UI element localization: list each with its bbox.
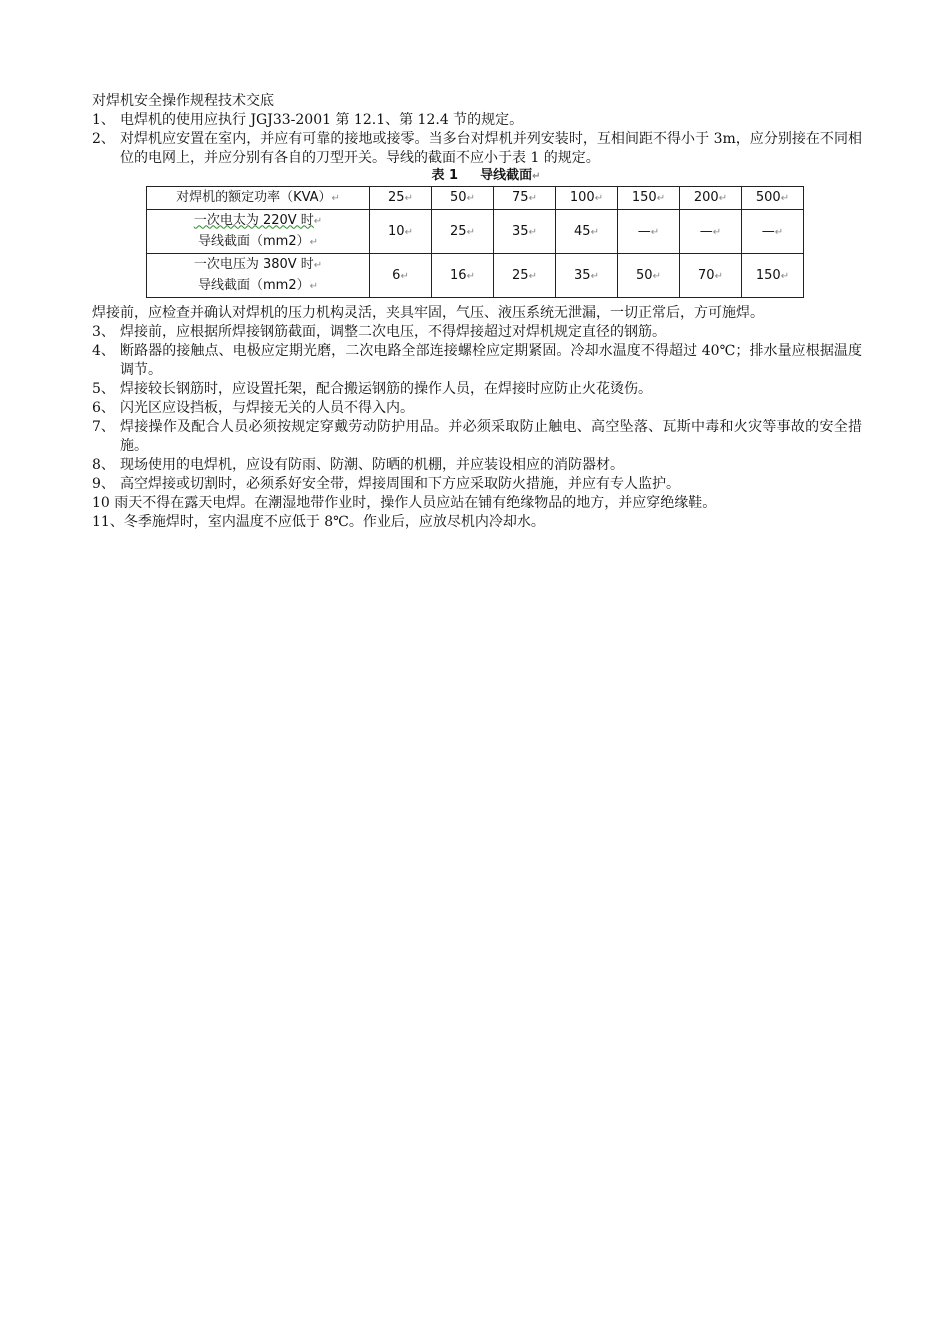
- cell-mark-icon: ↵: [712, 226, 722, 238]
- table-cell: 150↵: [742, 254, 804, 298]
- list-item: [92, 475, 862, 494]
- item-text: 焊接操作及配合人员必须按规定穿戴劳动防护用品。并必须采取防止触电、高空坠落、瓦斯中毒和火灾等事故的安全措施。: [120, 419, 862, 454]
- item-number: 3、: [92, 324, 115, 340]
- item-number: 8、: [92, 457, 115, 473]
- table-cell: 500↵: [742, 187, 804, 210]
- item-text: 闪光区应设挡板，与焊接无关的人员不得入内。: [120, 400, 414, 416]
- table-cell: 70↵: [680, 254, 742, 298]
- cell-mark-icon: ↵: [466, 226, 475, 238]
- cell-mark-icon: ↵: [404, 226, 413, 238]
- item-text: 现场使用的电焊机，应设有防雨、防潮、防晒的机棚，并应装设相应的消防器材。: [120, 457, 624, 473]
- table-row-label: [147, 210, 370, 254]
- table-cell: 150↵: [618, 187, 680, 210]
- table-cell: —↵: [742, 210, 804, 254]
- list-item: [92, 130, 862, 168]
- table-cell: 16↵: [432, 254, 494, 298]
- cell-mark-icon: ↵: [404, 193, 413, 204]
- cell-mark-icon: ↵: [590, 226, 599, 238]
- cell-mark-icon: ↵: [331, 192, 340, 204]
- cell-mark-icon: ↵: [309, 280, 318, 292]
- table-cell: 35↵: [494, 210, 556, 254]
- cell-mark-icon: ↵: [714, 270, 723, 282]
- row-label-line2: 导线截面（mm2）: [198, 233, 310, 249]
- table-cell: —↵: [680, 210, 742, 254]
- table-row-label: [147, 254, 370, 298]
- cell-mark-icon: ↵: [313, 259, 323, 271]
- table-cell: 35↵: [556, 254, 618, 298]
- table-cell: 200↵: [680, 187, 742, 210]
- table-cell: 100↵: [556, 187, 618, 210]
- table-cell: 75↵: [494, 187, 556, 210]
- cell-mark-icon: ↵: [313, 215, 323, 227]
- list-item-10: 10 雨天不得在露天电焊。在潮湿地带作业时，操作人员应站在铺有绝缘物品的地方，并应穿绝缘鞋。: [92, 495, 717, 511]
- item-number: 7、: [92, 419, 115, 435]
- row-label-line2: 导线截面（mm2）: [198, 277, 310, 293]
- after-table-paragraph: 焊接前，应检查并确认对焊机的压力机构灵活，夹具牢固，气压、液压系统无泄漏，一切正常后，方可施焊。: [92, 305, 764, 321]
- cell-mark-icon: ↵: [656, 193, 666, 204]
- list-item: [92, 456, 862, 475]
- document-title: 对焊机安全操作规程技术交底: [92, 93, 274, 109]
- list-item: [92, 342, 862, 380]
- table-cell: 6↵: [370, 254, 432, 298]
- paragraph-mark-icon: ↵: [532, 171, 541, 182]
- item-text: 焊接前，应根据所焊接钢筋截面，调整二次电压，不得焊接超过对焊机规定直径的钢筋。: [120, 324, 666, 340]
- table-cell: 50↵: [618, 254, 680, 298]
- table-caption-label: 表 1: [431, 168, 459, 183]
- table-cell: 45↵: [556, 210, 618, 254]
- table-cell: 10↵: [370, 210, 432, 254]
- cell-mark-icon: ↵: [400, 270, 409, 282]
- list-item-11: 11、冬季施焊时，室内温度不应低于 8℃。作业后，应放尽机内冷却水。: [92, 514, 545, 530]
- cell-mark-icon: ↵: [780, 193, 790, 204]
- item-number: 5、: [92, 381, 115, 397]
- table-row: [147, 254, 804, 298]
- item-text: 高空焊接或切割时，必须系好安全带，焊接周围和下方应采取防火措施，并应有专人监护。: [120, 476, 680, 492]
- item-number: 2、: [92, 131, 115, 147]
- document-body: [92, 92, 862, 532]
- cell-mark-icon: ↵: [594, 193, 604, 204]
- table-header-row: [147, 187, 804, 210]
- list-item: [92, 111, 862, 130]
- table-cell: —↵: [618, 210, 680, 254]
- cell-mark-icon: ↵: [528, 193, 537, 204]
- cell-mark-icon: ↵: [652, 270, 661, 282]
- cell-mark-icon: ↵: [528, 270, 537, 282]
- item-text: 断路器的接触点、电极应定期光磨，二次电路全部连接螺栓应定期紧固。冷却水温度不得超过 40℃；排水量应根据温度调节。: [120, 343, 862, 378]
- item-number: 4、: [92, 343, 115, 359]
- row-label-line1: 一次电太为 220V 时: [193, 212, 314, 228]
- cell-mark-icon: ↵: [718, 193, 728, 204]
- table-cell: 25↵: [494, 254, 556, 298]
- cell-mark-icon: ↵: [774, 226, 784, 238]
- table-row: [147, 210, 804, 254]
- wire-section-table: [146, 186, 804, 298]
- table-cell: 50↵: [432, 187, 494, 210]
- table-cell: 25↵: [370, 187, 432, 210]
- cell-mark-icon: ↵: [780, 270, 790, 282]
- cell-mark-icon: ↵: [466, 193, 475, 204]
- item-number: 1、: [92, 112, 115, 128]
- list-item: [92, 380, 862, 399]
- cell-mark-icon: ↵: [528, 226, 537, 238]
- cell-mark-icon: ↵: [309, 236, 318, 248]
- table-caption-title: 导线截面: [480, 168, 533, 183]
- item-text: 焊接较长钢筋时，应设置托架，配合搬运钢筋的操作人员，在焊接时应防止火花烫伤。: [120, 381, 652, 397]
- cell-mark-icon: ↵: [590, 270, 599, 282]
- table-caption: [110, 168, 862, 185]
- item-text: 对焊机应安置在室内，并应有可靠的接地或接零。当多台对焊机并列安装时，互相间距不得小于 3m，应分别接在不同相位的电网上，并应分别有各自的刀型开关。导线的截面不应小于表 1 的规定。: [120, 131, 862, 166]
- item-number: 9、: [92, 476, 115, 492]
- table-header-label: 对焊机的额定功率（KVA）↵: [147, 187, 370, 210]
- list-item: [92, 418, 862, 456]
- table-cell: 25↵: [432, 210, 494, 254]
- row-label-line1: 一次电压为 380V 时: [193, 256, 314, 272]
- cell-mark-icon: ↵: [650, 226, 660, 238]
- list-item: [92, 399, 862, 418]
- cell-mark-icon: ↵: [466, 270, 475, 282]
- list-item: [92, 323, 862, 342]
- item-number: 6、: [92, 400, 115, 416]
- item-text: 电焊机的使用应执行 JGJ33-2001 第 12.1、第 12.4 节的规定。: [120, 112, 524, 128]
